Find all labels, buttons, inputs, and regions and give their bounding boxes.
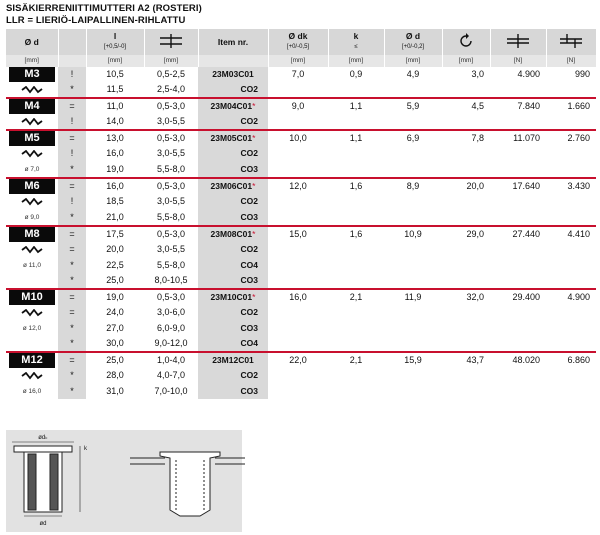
cell-grip: 0,5-3,0 [144,226,198,242]
cell-item: CO2 [198,368,268,383]
cell-l: 16,0 [106,148,124,158]
size-label: M12 [9,353,55,368]
cell-dk: 16,0 [268,289,328,305]
header-dk: Ø dk [+0/-0,5] [268,29,328,55]
table-row [6,209,596,226]
size-label: M8 [9,227,55,242]
table-row [6,242,596,257]
cell-item: CO2 [198,194,268,209]
cell-item: 23M08C01* [198,226,268,242]
cell-l: 19,0 [86,289,144,305]
cell-grip: 3,0-5,5 [156,116,186,126]
table-row [6,336,596,352]
label-d: ød [39,521,47,527]
label-k: k [84,446,87,452]
cell-l: 10,5 [106,69,124,79]
cell-mark: * [58,273,86,289]
cell-grip: 3,0-5,5 [156,244,186,254]
item-star: * [252,133,256,143]
cell-item: 23M12C01 [198,352,268,368]
cell-l: 16,0 [86,178,144,194]
table-row [6,226,596,242]
cell-shear: 2.760 [546,130,596,146]
drill-diameter: ø 9,0 [24,214,40,221]
cell-mark: = [58,98,86,114]
knurl-icon [21,309,43,317]
knurl-icon [21,118,43,126]
cell-grip: 0,5-3,0 [144,130,198,146]
cell-item: CO2 [198,305,268,320]
cell-l: 19,0 [106,163,124,174]
knurl-icon [21,150,43,158]
unit-shear: [N] [546,55,596,67]
cell-mark: * [58,320,86,336]
cell-grip: 5,5-8,0 [156,163,186,174]
header-tension-icon [490,29,546,55]
cell-tension: 48.020 [490,352,546,368]
page-subtitle: LLR = LIERIÖ-LAIPALLINEN-RIHLATTU [6,15,186,26]
cell-torque: 32,0 [442,289,490,305]
cell-tension: 29.400 [490,289,546,305]
drill-diameter: ø 16,0 [22,388,42,395]
cell-grip: 0,5-2,5 [156,69,186,79]
header-torque-icon [442,29,490,55]
cell-l: 21,0 [106,211,124,222]
drill-diameter: ø 11,0 [23,262,41,269]
cell-d: 5,9 [384,98,442,114]
cell-mark: ! [58,114,86,130]
item-star: * [252,292,256,302]
table-row [6,67,596,82]
size-label: M5 [9,131,55,146]
header-d: Ø d [6,29,58,55]
header-shear-icon [546,29,596,55]
cell-l: 31,0 [106,385,124,396]
cell-size [6,305,58,320]
cell-dk: 7,0 [291,69,305,79]
table-row [6,194,596,209]
technical-drawings [0,430,600,535]
table-row [6,257,596,273]
cell-shear: 3.430 [546,178,596,194]
cell-l: 28,0 [106,370,124,380]
size-label: M6 [9,179,55,194]
cell-grip: 5,5-8,0 [156,211,186,222]
cell-d: 6,9 [384,130,442,146]
table-row [6,82,596,98]
cell-k: 2,1 [328,352,384,368]
cell-size [6,178,58,194]
size-label: M4 [9,99,55,114]
cell-mark: * [58,82,86,98]
table-body [6,67,596,399]
cell-mark: = [58,178,86,194]
cell-k: 0,9 [349,69,363,79]
cell-size [6,368,58,383]
unit-tension: [N] [490,55,546,67]
table-row [6,146,596,161]
table-units-row [6,55,596,67]
cell-l: 30,0 [106,338,124,348]
cell-size [6,320,58,336]
table-row [6,161,596,178]
cell-mark: = [58,305,86,320]
cell-l: 25,0 [86,352,144,368]
cell-shear: 6.860 [546,352,596,368]
cell-k: 1,1 [328,98,384,114]
table-row [6,178,596,194]
cell-item: 23M03C01 [198,67,268,82]
knurl-icon [21,372,43,380]
cell-l: 20,0 [106,244,124,254]
cell-grip: 3,0-5,5 [156,196,186,206]
cell-size [6,161,58,178]
cell-dk: 10,0 [268,130,328,146]
table-row [6,368,596,383]
header-mark [58,29,86,55]
cell-l: 11,0 [86,98,144,114]
unit-dk: [mm] [268,55,328,67]
cell-grip: 2,5-4,0 [156,84,186,94]
cell-mark: ! [58,67,86,82]
cell-k: 1,6 [328,178,384,194]
item-star: * [252,229,256,239]
cell-tension: 7.840 [490,98,546,114]
cell-torque: 43,7 [442,352,490,368]
cell-grip: 7,0-10,0 [154,385,188,396]
header-k: k ≤ [328,29,384,55]
cell-mark: ! [58,194,86,209]
cell-shear: 4.410 [546,226,596,242]
header-item: Item nr. [198,29,268,55]
item-star: * [252,101,256,111]
cell-d: 11,9 [384,289,442,305]
knurl-icon [21,198,43,206]
cell-tension: 11.070 [490,130,546,146]
cell-size [6,257,58,273]
cell-size [6,352,58,368]
table-row [6,98,596,114]
cell-mark: * [58,368,86,383]
table-row [6,114,596,130]
cell-size [6,242,58,257]
cell-dk: 22,0 [268,352,328,368]
cell-mark: = [58,289,86,305]
cell-item: 23M06C01* [198,178,268,194]
cell-size [6,194,58,209]
unit-k: [mm] [328,55,384,67]
cell-l: 13,0 [86,130,144,146]
cell-size [6,383,58,399]
cell-tension: 17.640 [490,178,546,194]
cell-size [6,114,58,130]
cell-mark: = [58,352,86,368]
size-label: M3 [9,67,55,82]
cell-torque: 7,8 [442,130,490,146]
product-table [6,29,597,399]
cell-tension: 4.900 [517,69,540,79]
table-row [6,352,596,368]
cell-size [6,336,58,352]
cell-size [6,273,58,289]
cell-size [6,82,58,98]
cell-shear: 1.660 [546,98,596,114]
cell-grip: 1,0-4,0 [144,352,198,368]
header-grip-icon [144,29,198,55]
knurl-icon [21,246,43,254]
cell-d: 4,9 [406,69,420,79]
cell-l: 27,0 [106,322,124,333]
table-row [6,130,596,146]
cell-size [6,209,58,226]
cell-item: 23M05C01* [198,130,268,146]
unit-torque: [mm] [442,55,490,67]
cell-mark: ! [58,146,86,161]
header-l: l [+0,5/-0] [86,29,144,55]
cell-item: CO2 [198,82,268,98]
table-header-row [6,29,596,55]
cell-torque: 20,0 [442,178,490,194]
cell-item: CO3 [198,273,268,289]
cell-torque: 3,0 [471,69,484,79]
cell-item: CO3 [198,320,268,336]
knurl-icon [21,86,43,94]
cell-mark: * [58,209,86,226]
label-dk: ødₖ [38,435,48,441]
table-row [6,305,596,320]
cell-l: 25,0 [106,275,124,285]
cell-size [6,289,58,305]
cell-grip: 4,0-7,0 [156,370,186,380]
cell-item: CO2 [198,114,268,130]
cell-shear: 990 [574,69,590,79]
cell-grip: 9,0-12,0 [154,338,188,348]
unit-d2: [mm] [384,55,442,67]
cell-mark: = [58,242,86,257]
cell-item: CO3 [198,209,268,226]
cell-size [6,130,58,146]
cell-d: 10,9 [384,226,442,242]
table-row [6,273,596,289]
cell-grip: 8,0-10,5 [154,275,188,285]
cell-l: 18,5 [106,196,124,206]
unit-d: [mm] [6,55,58,67]
cell-size [6,146,58,161]
drill-diameter: ø 7,0 [24,166,40,173]
item-star: * [252,181,256,191]
cell-item: CO2 [198,242,268,257]
cell-item: CO2 [198,146,268,161]
table-row [6,383,596,399]
cell-size [6,67,58,82]
table-row [6,289,596,305]
cell-mark: * [58,257,86,273]
cell-grip: 0,5-3,0 [144,289,198,305]
unit-l: [mm] [86,55,144,67]
cell-l: 22,5 [106,259,124,270]
cell-mark: * [58,336,86,352]
cell-size [6,98,58,114]
cell-l: 11,5 [106,84,124,94]
cell-grip: 3,0-5,5 [156,148,186,158]
cell-item: CO4 [198,257,268,273]
cell-d: 8,9 [384,178,442,194]
cell-l: 17,5 [86,226,144,242]
cell-dk: 12,0 [268,178,328,194]
cell-mark: * [58,161,86,178]
cell-grip: 6,0-9,0 [156,322,186,333]
cell-item: CO4 [198,336,268,352]
drill-diameter: ø 12,0 [22,325,42,332]
cell-l: 14,0 [106,116,124,126]
cell-item: 23M10C01* [198,289,268,305]
cell-size [6,226,58,242]
cell-grip: 0,5-3,0 [144,98,198,114]
cell-grip: 3,0-6,0 [156,307,186,317]
cell-torque: 4,5 [442,98,490,114]
table-row [6,320,596,336]
cell-item: CO3 [198,383,268,399]
cell-dk: 15,0 [268,226,328,242]
cell-k: 1,1 [328,130,384,146]
cell-torque: 29,0 [442,226,490,242]
cell-d: 15,9 [384,352,442,368]
cell-k: 1,6 [328,226,384,242]
cell-mark: = [58,130,86,146]
cell-grip: 5,5-8,0 [156,259,186,270]
cell-grip: 0,5-3,0 [144,178,198,194]
size-label: M10 [9,290,55,305]
cell-item: 23M04C01* [198,98,268,114]
header-d2: Ø d [+0/-0,2] [384,29,442,55]
cell-item: CO3 [198,161,268,178]
cell-mark: * [58,383,86,399]
cell-shear: 4.900 [546,289,596,305]
cell-k: 2,1 [328,289,384,305]
page-title: SISÄKIERRENIITTIMUTTERI A2 (ROSTERI) [6,3,202,14]
cell-tension: 27.440 [490,226,546,242]
cell-dk: 9,0 [268,98,328,114]
cell-l: 24,0 [106,307,124,317]
unit-grip: [mm] [144,55,198,67]
cell-mark: = [58,226,86,242]
